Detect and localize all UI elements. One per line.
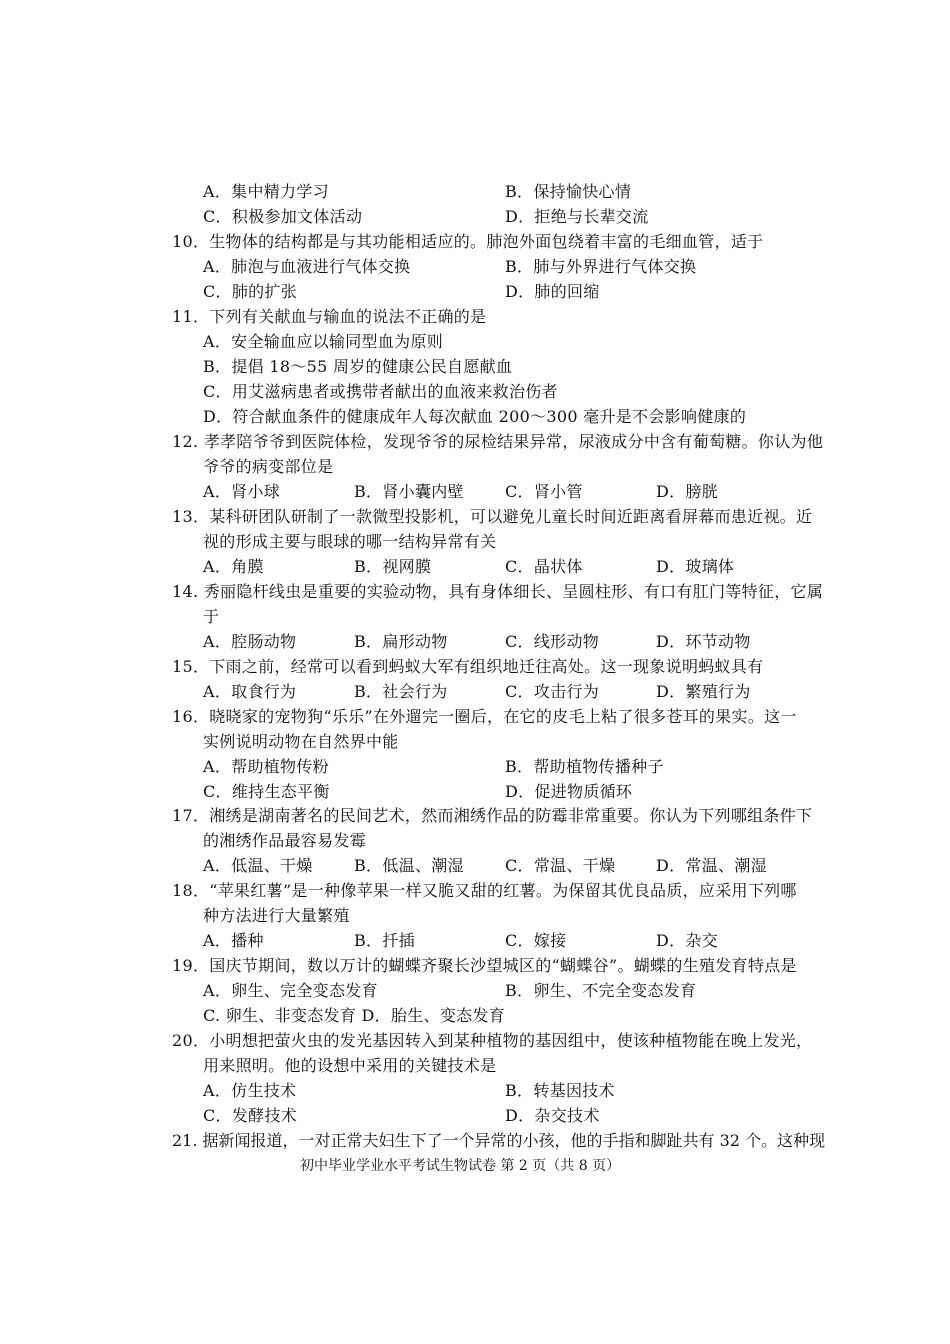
- q18-option-a: A．播种: [203, 931, 264, 950]
- q13-stem-line2: 视的形成主要与眼球的哪一结构异常有关: [203, 532, 497, 551]
- q10-stem: 10．生物体的结构都是与其功能相适应的。肺泡外面包绕着丰富的毛细血管，适于: [172, 232, 764, 251]
- q17-stem-line2: 的湘绣作品最容易发霉: [203, 831, 367, 850]
- q12-stem-line2: 爷爷的病变部位是: [203, 457, 334, 476]
- q15-option-b: B．社会行为: [354, 682, 448, 701]
- q13-stem-line1: 13．某科研团队研制了一款微型投影机，可以避免儿童长时间近距离看屏幕而患近视。近: [172, 507, 813, 526]
- q13-option-d: D．玻璃体: [656, 557, 735, 576]
- q12-option-b: B．肾小囊内壁: [354, 482, 464, 501]
- q12-stem-line1: 12. 孝孝陪爷爷到医院体检，发现爷爷的尿检结果异常，尿液成分中含有葡萄糖。你认为他: [172, 432, 824, 451]
- q12-option-a: A．肾小球: [203, 482, 281, 501]
- q14-option-b: B．扁形动物: [354, 632, 448, 651]
- q13-option-a: A．角膜: [203, 557, 264, 576]
- q16-option-d: D．促进物质循环: [505, 782, 633, 801]
- q16-option-b: B．帮助植物传播种子: [505, 757, 664, 776]
- q11-option-b: B．提倡 18～55 周岁的健康公民自愿献血: [203, 357, 513, 376]
- q15-option-d: D．繁殖行为: [656, 682, 751, 701]
- q20-stem-line2: 用来照明。他的设想中采用的关键技术是: [203, 1056, 497, 1075]
- q15-stem: 15．下雨之前，经常可以看到蚂蚁大军有组织地迁往高处。这一现象说明蚂蚁具有: [172, 657, 764, 676]
- q17-option-c: C．常温、干燥: [505, 856, 616, 875]
- q13-option-b: B．视网膜: [354, 557, 432, 576]
- q16-option-a: A．帮助植物传粉: [203, 757, 329, 776]
- q12-option-c: C．肾小管: [505, 482, 583, 501]
- q15-option-a: A．取食行为: [203, 682, 297, 701]
- q19-stem: 19．国庆节期间，数以万计的蝴蝶齐聚长沙望城区的“蝴蝶谷”。蝴蝶的生殖发育特点是: [172, 956, 797, 975]
- q15-option-c: C．攻击行为: [505, 682, 600, 701]
- q19-option-b: B．卵生、不完全变态发育: [505, 981, 697, 1000]
- q9-option-b: B．保持愉快心情: [505, 182, 632, 201]
- q18-stem-line2: 种方法进行大量繁殖: [203, 906, 350, 925]
- q16-option-c: C．维持生态平衡: [203, 782, 330, 801]
- q11-option-c: C．用艾滋病患者或携带者献出的血液来救治伤者: [203, 382, 558, 401]
- q13-option-c: C．晶状体: [505, 557, 583, 576]
- q18-stem-line1: 18．“苹果红薯”是一种像苹果一样又脆又甜的红薯。为保留其优良品质，应采用下列哪: [172, 881, 797, 900]
- q18-option-c: C．嫁接: [505, 931, 567, 950]
- q17-option-a: A．低温、干燥: [203, 856, 313, 875]
- q19-option-a: A．卵生、完全变态发育: [203, 981, 378, 1000]
- q10-option-b: B．肺与外界进行气体交换: [505, 257, 697, 276]
- page-footer: 初中毕业学业水平考试生物试卷 第 2 页（共 8 页）: [300, 1158, 621, 1174]
- q16-stem-line1: 16．晓晓家的宠物狗“乐乐”在外遛完一圈后，在它的皮毛上粘了很多苍耳的果实。这一: [172, 707, 797, 726]
- q18-option-b: B．扦插: [354, 931, 415, 950]
- q21-stem: 21. 据新闻报道，一对正常夫妇生下了一个异常的小孩，他的手指和脚趾共有 32 个。这种现: [172, 1131, 826, 1150]
- q20-option-d: D．杂交技术: [505, 1106, 600, 1125]
- q12-option-d: D．膀胱: [656, 482, 719, 501]
- q20-option-c: C．发酵技术: [203, 1106, 298, 1125]
- q9-option-d: D．拒绝与长辈交流: [505, 207, 649, 226]
- q11-option-a: A．安全输血应以输同型血为原则: [203, 332, 444, 351]
- q17-option-b: B．低温、潮湿: [354, 856, 464, 875]
- q10-option-a: A．肺泡与血液进行气体交换: [203, 257, 411, 276]
- q11-stem: 11．下列有关献血与输血的说法不正确的是: [172, 307, 487, 326]
- q10-option-c: C．肺的扩张: [203, 282, 298, 301]
- q16-stem-line2: 实例说明动物在自然界中能: [203, 732, 399, 751]
- q17-option-d: D．常温、潮湿: [656, 856, 767, 875]
- q14-option-d: D．环节动物: [656, 632, 751, 651]
- q10-option-d: D．肺的回缩: [505, 282, 600, 301]
- q14-option-c: C．线形动物: [505, 632, 600, 651]
- q9-option-c: C．积极参加文体活动: [203, 207, 363, 226]
- q9-option-a: A．集中精力学习: [203, 182, 329, 201]
- q14-stem-line1: 14. 秀丽隐杆线虫是重要的实验动物，具有身体细长、呈圆柱形、有口有肛门等特征，它属: [172, 582, 824, 601]
- q18-option-d: D．杂交: [656, 931, 719, 950]
- q11-option-d: D．符合献血条件的健康成年人每次献血 200～300 毫升是不会影响健康的: [203, 407, 747, 426]
- q14-stem-line2: 于: [203, 607, 220, 626]
- q20-option-b: B．转基因技术: [505, 1081, 615, 1100]
- q20-stem-line1: 20．小明想把萤火虫的发光基因转入到某种植物的基因组中，使该种植物能在晚上发光，: [172, 1031, 813, 1050]
- q19-option-c-d: C. 卵生、非变态发育 D．胎生、变态发育: [203, 1006, 506, 1025]
- q14-option-a: A．腔肠动物: [203, 632, 297, 651]
- q17-stem-line1: 17．湘绣是湖南著名的民间艺术，然而湘绣作品的防霉非常重要。你认为下列哪组条件下: [172, 806, 813, 825]
- q20-option-a: A．仿生技术: [203, 1081, 297, 1100]
